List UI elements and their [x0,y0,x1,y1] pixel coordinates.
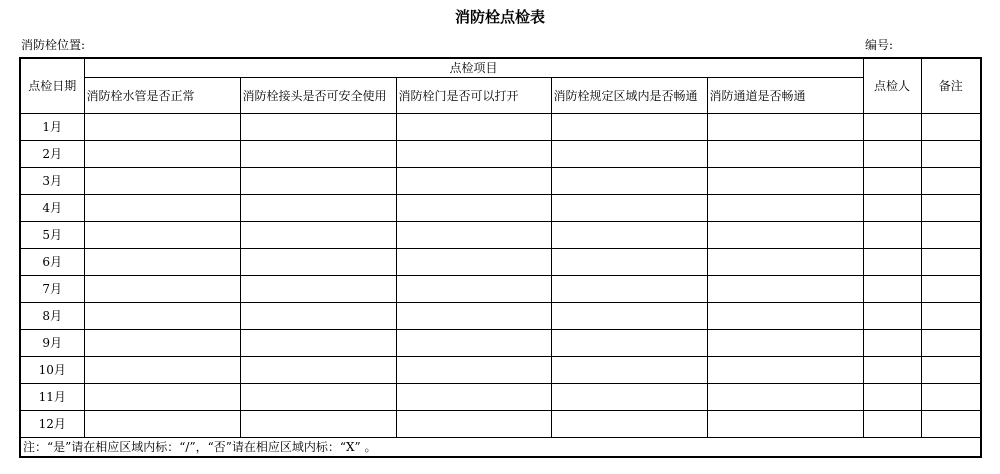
hose-check-cell[interactable] [84,384,240,411]
sheet-title: 消防栓点检表 [454,8,545,26]
table-row [20,330,981,357]
table-row [20,141,981,168]
table-row [20,411,981,438]
remark-cell[interactable] [921,411,981,438]
month-cell: 5月 [20,222,84,249]
table-row [20,276,981,303]
door-check-cell[interactable] [396,168,551,195]
remark-cell[interactable] [921,330,981,357]
hose-check-cell[interactable] [84,249,240,276]
area-check-cell[interactable] [551,222,707,249]
table-row [20,114,981,141]
area-check-cell[interactable] [551,411,707,438]
area-check-cell[interactable] [551,168,707,195]
connector-check-cell[interactable] [240,141,396,168]
passage-check-cell[interactable] [707,330,863,357]
remark-cell[interactable] [921,222,981,249]
table-row [20,384,981,411]
passage-check-cell[interactable] [707,114,863,141]
table-row [20,222,981,249]
hose-check-cell[interactable] [84,222,240,249]
door-check-cell[interactable] [396,114,551,141]
inspector-cell[interactable] [863,357,921,384]
connector-check-cell[interactable] [240,114,396,141]
remark-cell[interactable] [921,195,981,222]
inspector-cell[interactable] [863,195,921,222]
hose-check-cell[interactable] [84,168,240,195]
inspector-cell[interactable] [863,330,921,357]
passage-check-cell[interactable] [707,249,863,276]
inspector-cell[interactable] [863,303,921,330]
area-check-cell[interactable] [551,114,707,141]
hose-check-cell[interactable] [84,303,240,330]
door-check-cell[interactable] [396,330,551,357]
inspector-cell[interactable] [863,384,921,411]
area-check-cell[interactable] [551,303,707,330]
inspector-cell[interactable] [863,141,921,168]
door-check-cell[interactable] [396,195,551,222]
remark-cell[interactable] [921,168,981,195]
hose-check-cell[interactable] [84,357,240,384]
connector-check-cell[interactable] [240,411,396,438]
door-check-cell[interactable] [396,303,551,330]
item-header-passage-clear: 消防通道是否畅通 [707,78,863,114]
connector-check-cell[interactable] [240,357,396,384]
note-row: 注：“是”请在相应区域内标：“/”，“否”请在相应区域内标：“X” 。 [20,438,981,458]
location-label: 消防栓位置: [21,38,86,52]
connector-check-cell[interactable] [240,168,396,195]
connector-check-cell[interactable] [240,276,396,303]
date-header: 点检日期 [20,58,84,114]
inspector-cell[interactable] [863,168,921,195]
remark-cell[interactable] [921,114,981,141]
month-cell: 12月 [20,411,84,438]
remark-header: 备注 [921,58,981,114]
connector-check-cell[interactable] [240,384,396,411]
area-check-cell[interactable] [551,330,707,357]
passage-check-cell[interactable] [707,303,863,330]
passage-check-cell[interactable] [707,384,863,411]
items-group-header: 点检项目 [84,58,863,78]
month-cell: 3月 [20,168,84,195]
item-header-hose: 消防栓水管是否正常 [84,78,240,114]
passage-check-cell[interactable] [707,276,863,303]
door-check-cell[interactable] [396,141,551,168]
remark-cell[interactable] [921,384,981,411]
inspector-cell[interactable] [863,114,921,141]
door-check-cell[interactable] [396,276,551,303]
table-row [20,195,981,222]
month-cell: 8月 [20,303,84,330]
connector-check-cell[interactable] [240,195,396,222]
hose-check-cell[interactable] [84,141,240,168]
remark-cell[interactable] [921,357,981,384]
item-header-connector: 消防栓接头是否可安全使用 [240,78,396,114]
month-cell: 4月 [20,195,84,222]
area-check-cell[interactable] [551,195,707,222]
area-check-cell[interactable] [551,276,707,303]
inspector-cell[interactable] [863,222,921,249]
item-header-door: 消防栓门是否可以打开 [396,78,551,114]
month-cell: 1月 [20,114,84,141]
remark-cell[interactable] [921,249,981,276]
hose-check-cell[interactable] [84,195,240,222]
table-row [20,168,981,195]
door-check-cell[interactable] [396,249,551,276]
table-row [20,303,981,330]
hose-check-cell[interactable] [84,330,240,357]
area-check-cell[interactable] [551,141,707,168]
inspector-cell[interactable] [863,276,921,303]
connector-check-cell[interactable] [240,330,396,357]
door-check-cell[interactable] [396,411,551,438]
remark-cell[interactable] [921,276,981,303]
number-label: 编号: [865,38,894,52]
remark-cell[interactable] [921,141,981,168]
passage-check-cell[interactable] [707,411,863,438]
connector-check-cell[interactable] [240,303,396,330]
month-cell: 6月 [20,249,84,276]
inspector-header: 点检人 [863,58,921,114]
month-cell: 10月 [20,357,84,384]
table-row [20,357,981,384]
inspector-cell[interactable] [863,249,921,276]
item-header-area-clear: 消防栓规定区域内是否畅通 [551,78,707,114]
passage-check-cell[interactable] [707,357,863,384]
inspection-table [19,57,982,458]
area-check-cell[interactable] [551,357,707,384]
month-cell: 2月 [20,141,84,168]
area-check-cell[interactable] [551,249,707,276]
month-cell: 11月 [20,384,84,411]
table-row [20,249,981,276]
inspector-cell[interactable] [863,411,921,438]
passage-check-cell[interactable] [707,222,863,249]
door-check-cell[interactable] [396,384,551,411]
hose-check-cell[interactable] [84,276,240,303]
month-cell: 9月 [20,330,84,357]
area-check-cell[interactable] [551,384,707,411]
door-check-cell[interactable] [396,222,551,249]
hose-check-cell[interactable] [84,411,240,438]
hose-check-cell[interactable] [84,114,240,141]
passage-check-cell[interactable] [707,141,863,168]
remark-cell[interactable] [921,303,981,330]
door-check-cell[interactable] [396,357,551,384]
passage-check-cell[interactable] [707,195,863,222]
passage-check-cell[interactable] [707,168,863,195]
connector-check-cell[interactable] [240,222,396,249]
month-cell: 7月 [20,276,84,303]
connector-check-cell[interactable] [240,249,396,276]
